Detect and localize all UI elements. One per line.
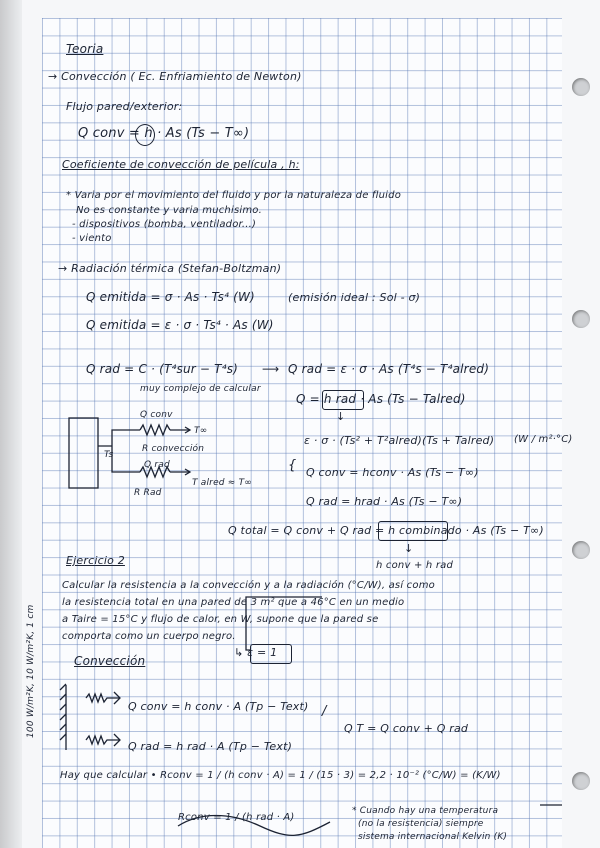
emissivity-note: ↳ ε = 1	[234, 646, 278, 659]
exercise-line: a Taire = 15°C y flujo de calor, en W, supone que la pared se	[62, 614, 379, 625]
qrad-label: Q rad	[144, 460, 170, 470]
emission-equation: Q emitida = σ · As · Ts⁴ (W)	[86, 290, 255, 304]
exercise-title: Ejercicio 2	[66, 554, 125, 567]
rconv-calculation: Hay que calcular • Rconv = 1 / (h conv · A) = 1 / (15 · 3) = 2,2 · 10⁻² (°C/W) = (K/W)	[60, 770, 501, 781]
convection-subtitle: Convección	[74, 654, 146, 668]
down-arrow: ↓	[336, 410, 346, 423]
ex-total-equation: Q T = Q conv + Q rad	[344, 722, 469, 735]
radiation-complex-equation: Q rad = C · (T⁴sur − T⁴s)	[86, 362, 239, 376]
section-title-teoria: Teoria	[66, 42, 104, 56]
ts-label: Ts	[104, 450, 114, 460]
kelvin-note: sistema internacional Kelvin (K)	[358, 832, 508, 842]
kelvin-note: * Cuando hay una temperatura	[352, 806, 499, 816]
rad-equation-2: Q rad = hrad · As (Ts − T∞)	[306, 495, 463, 508]
radiation-equation: Q rad = ε · σ · As (T⁴s − T⁴alred)	[288, 362, 490, 376]
epsilon-box	[250, 644, 292, 664]
ex-conv-equation: Q conv = h conv · A (Tp − Text)	[128, 700, 309, 713]
note-bullet: No es constante y varia muchisimo.	[76, 205, 262, 216]
resistor-ex-conv	[86, 694, 120, 702]
total-heat-equation: Q total = Q conv + Q rad = h combinado · As (Ts − T∞)	[228, 524, 544, 537]
qconv-label: Q conv	[140, 410, 173, 420]
system-brace: {	[288, 458, 297, 473]
ex-arrowheads	[114, 692, 120, 746]
rconv-label: R convección	[142, 444, 205, 454]
arrow: ⟶	[262, 362, 280, 376]
note-bullet: - dispositivos (bomba, ventilador...)	[72, 219, 257, 230]
kelvin-note: (no la resistencia) siempre	[358, 819, 484, 829]
note-bullet: - viento	[72, 233, 112, 244]
wall-rectangle	[69, 418, 98, 488]
exercise-line: Calcular la resistencia a la convección y a la radiación (°C/W), así como	[62, 580, 435, 591]
margin-note: 100 W/m²K, 10 W/m²K, 1 cm	[26, 604, 36, 738]
exercise-line: comporta como un cuerpo negro.	[62, 631, 236, 642]
ex-brace: /	[322, 704, 327, 719]
hrad-units: (W / m²·°C)	[514, 434, 573, 445]
radiation-linear-equation: Q = h rad · As (Ts − Talred)	[296, 392, 466, 406]
exercise-line: la resistencia total en una pared de 3 m² que a 46°C en un medio	[62, 597, 405, 608]
wall-hatch	[60, 684, 66, 740]
ex-rad-equation: Q rad = h rad · A (Tp − Text)	[128, 740, 293, 753]
resistor-ex-rad	[86, 736, 120, 744]
hcomb-sum: h conv + h rad	[376, 560, 454, 571]
conv-equation-2: Q conv = hconv · As (Ts − T∞)	[306, 466, 479, 479]
coefficient-heading: Coeficiente de convección de película , h:	[62, 158, 300, 171]
resistor-conv	[140, 425, 170, 435]
tinf-label: T∞	[194, 426, 208, 436]
emission-note: (emisión ideal : Sol - σ)	[288, 291, 421, 304]
down-arrow: ↓	[404, 542, 414, 555]
rrad-label: R Rad	[134, 488, 162, 498]
heading-conveccion: → Convección ( Ec. Enfriamiento de Newton)	[48, 70, 302, 83]
rrad-calculation: Rconv = 1 / (h rad · A)	[178, 812, 295, 823]
tsurr-label: T alred ≈ T∞	[192, 478, 252, 488]
complex-note: muy complejo de calcular	[140, 384, 261, 394]
hrad-expression: ε · σ · (Ts² + T²alred)(Ts + Talred)	[304, 434, 495, 447]
convection-equation: Q conv = h · As (Ts − T∞)	[78, 126, 250, 141]
heading-radiacion: → Radiación térmica (Stefan-Boltzman)	[58, 262, 282, 275]
note-bullet: * Varia por el movimiento del fluido y por la naturaleza de fluido	[66, 190, 402, 201]
emission-equation-real: Q emitida = ε · σ · Ts⁴ · As (W)	[86, 318, 274, 332]
flux-label: Flujo pared/exterior:	[66, 100, 183, 113]
